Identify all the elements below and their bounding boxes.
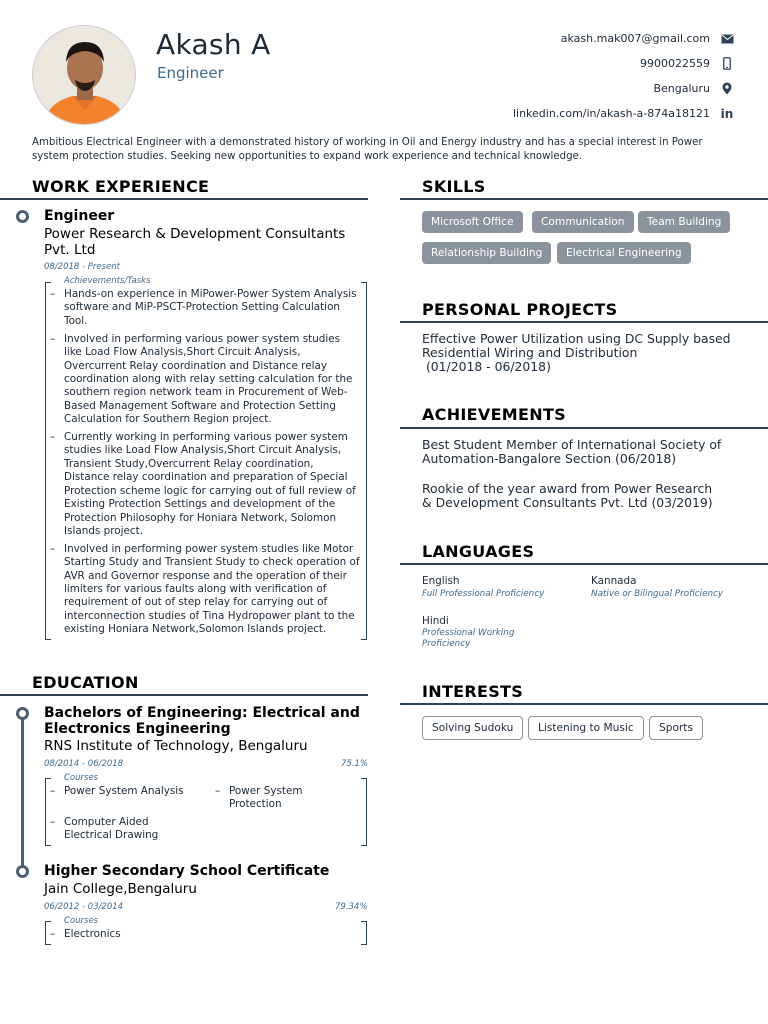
work-experience-heading: WORK EXPERIENCE <box>32 177 210 196</box>
task-item: – Hands-on experience in MiPower-Power System Analysis software and MiP-PSCT-Protection Setting Calculation Tool. <box>50 288 360 328</box>
achievements-heading: ACHIEVEMENTS <box>422 405 566 424</box>
language-level: Professional Working Proficiency <box>422 628 515 649</box>
languages-heading: LANGUAGES <box>422 542 535 561</box>
interest-tag: Solving Sudoku <box>422 716 523 740</box>
projects-heading: PERSONAL PROJECTS <box>422 300 618 319</box>
skill-tag: Communication <box>532 211 634 233</box>
courses-bracket-right <box>361 921 367 945</box>
education-timeline-dot <box>16 865 29 878</box>
contact-location <box>438 76 738 101</box>
interest-tag: Sports <box>649 716 703 740</box>
linkedin-text: linkedin.com/in/akash-a-874a18121 <box>512 107 710 120</box>
language-name: Kannada <box>591 575 637 587</box>
degree-title: Bachelors of Engineering: Electrical and Electronics Engineering <box>44 705 360 737</box>
interests-divider <box>400 703 768 705</box>
project-dates: (01/2018 - 06/2018) <box>422 358 551 374</box>
education-score: 75.1% <box>341 759 369 769</box>
job-title: Engineer <box>44 208 115 224</box>
education-divider <box>0 694 368 696</box>
candidate-name: Akash A <box>156 28 271 61</box>
education-heading: EDUCATION <box>32 673 139 692</box>
profile-summary: Ambitious Electrical Engineer with a demonstrated history of working in Oil and Energy industry and has a special interest in Power system protection studies. Seeking new opportunities to expand work experience and technical knowledge. <box>32 137 703 162</box>
job-dates: 08/2018 - Present <box>44 262 121 272</box>
location-text: Bengaluru <box>653 82 710 95</box>
project-title: Effective Power Utilization using DC Supply based Residential Wiring and Distribution <box>422 331 731 360</box>
tasks-label: Achievements/Tasks <box>64 276 151 286</box>
courses-label: Courses <box>64 773 99 783</box>
language-level: Full Professional Proficiency <box>422 589 545 599</box>
company-name: Power Research & Development Consultants Pvt. Ltd <box>44 226 346 258</box>
degree-title: Higher Secondary School Certificate <box>44 863 330 879</box>
linkedin-icon: in <box>720 106 734 121</box>
envelope-icon <box>716 34 738 44</box>
task-item: – Currently working in performing various power system studies like Load Flow Analysis,Short Circuit Analysis, Transient Study,Overcurrent Relay coordination, Distance relay coordination and preparation of Special Protection scheme logic for carrying out of full review of Existing Protection Settings and development of the Protection Philosophy for Honiara Network, Solomon Islands project. <box>50 431 360 538</box>
tasks-bracket-right <box>361 282 367 640</box>
school-name: RNS Institute of Technology, Bengaluru <box>44 738 308 754</box>
mobile-phone-icon <box>716 57 738 70</box>
contact-email[interactable] <box>438 26 738 51</box>
education-timeline-dot <box>16 707 29 720</box>
skill-tag: Relationship Building <box>422 242 551 264</box>
course-item: – Power System Analysis <box>50 785 210 798</box>
work-experience-divider <box>0 198 368 200</box>
skill-tag: Electrical Engineering <box>557 242 691 264</box>
language-name: Hindi <box>422 615 449 627</box>
candidate-title: Engineer <box>157 64 224 82</box>
courses-label: Courses <box>64 916 99 926</box>
project-item <box>422 332 732 373</box>
contact-phone[interactable] <box>438 51 738 76</box>
achievement-item: Rookie of the year award from Power Research & Development Consultants Pvt. Ltd (03/2019) <box>422 481 713 510</box>
projects-divider <box>400 321 768 323</box>
contact-linkedin[interactable] <box>438 101 738 126</box>
profile-photo <box>32 25 136 125</box>
skill-tag: Microsoft Office <box>422 211 523 233</box>
contact-info <box>438 26 738 126</box>
phone-text: 9900022559 <box>640 57 710 70</box>
languages-divider <box>400 563 768 565</box>
work-timeline-dot <box>16 210 29 223</box>
course-item: – Electronics <box>50 928 210 941</box>
map-pin-icon <box>716 82 738 95</box>
skill-tag: Team Building <box>638 211 730 233</box>
email-text: akash.mak007@gmail.com <box>560 32 710 45</box>
education-dates: 06/2012 - 03/2014 <box>44 902 124 912</box>
language-name: English <box>422 575 460 587</box>
course-item: – Power System Protection <box>215 785 335 812</box>
interest-tag: Listening to Music <box>528 716 644 740</box>
courses-bracket-right <box>361 778 367 846</box>
tasks-list <box>50 288 360 641</box>
skills-heading: SKILLS <box>422 177 486 196</box>
task-item: – Involved in performing various power system studies like Load Flow Analysis,Short Circuit Analysis, Overcurrent Relay coordination and Distance relay coordination along with relay setting calculation for the southern region network team in Procurement of Web-Based Management Software and Protection Setting Calculation for Southern Region project. <box>50 333 360 427</box>
achievements-divider <box>400 427 768 429</box>
achievement-item: Best Student Member of International Society of Automation-Bangalore Section (06/2018) <box>422 437 722 466</box>
education-dates: 08/2014 - 06/2018 <box>44 759 124 769</box>
education-score: 79.34% <box>335 902 368 912</box>
skills-divider <box>400 198 768 200</box>
course-item: – Computer Aided Electrical Drawing <box>50 816 190 843</box>
school-name: Jain College,Bengaluru <box>44 881 197 897</box>
education-timeline-line <box>21 718 24 870</box>
language-level: Native or Bilingual Proficiency <box>591 589 724 599</box>
task-item: – Involved in performing power system studies like Motor Starting Study and Transient Study to check operation of AVR and Governor response and the operation of their limiters for various faults along with verification of requirement of out of step relay for carrying out of interconnection studies of Tina Hydropower plant to the existing Honiara Network,Solomon Islands project. <box>50 543 360 637</box>
interests-heading: INTERESTS <box>422 682 524 701</box>
